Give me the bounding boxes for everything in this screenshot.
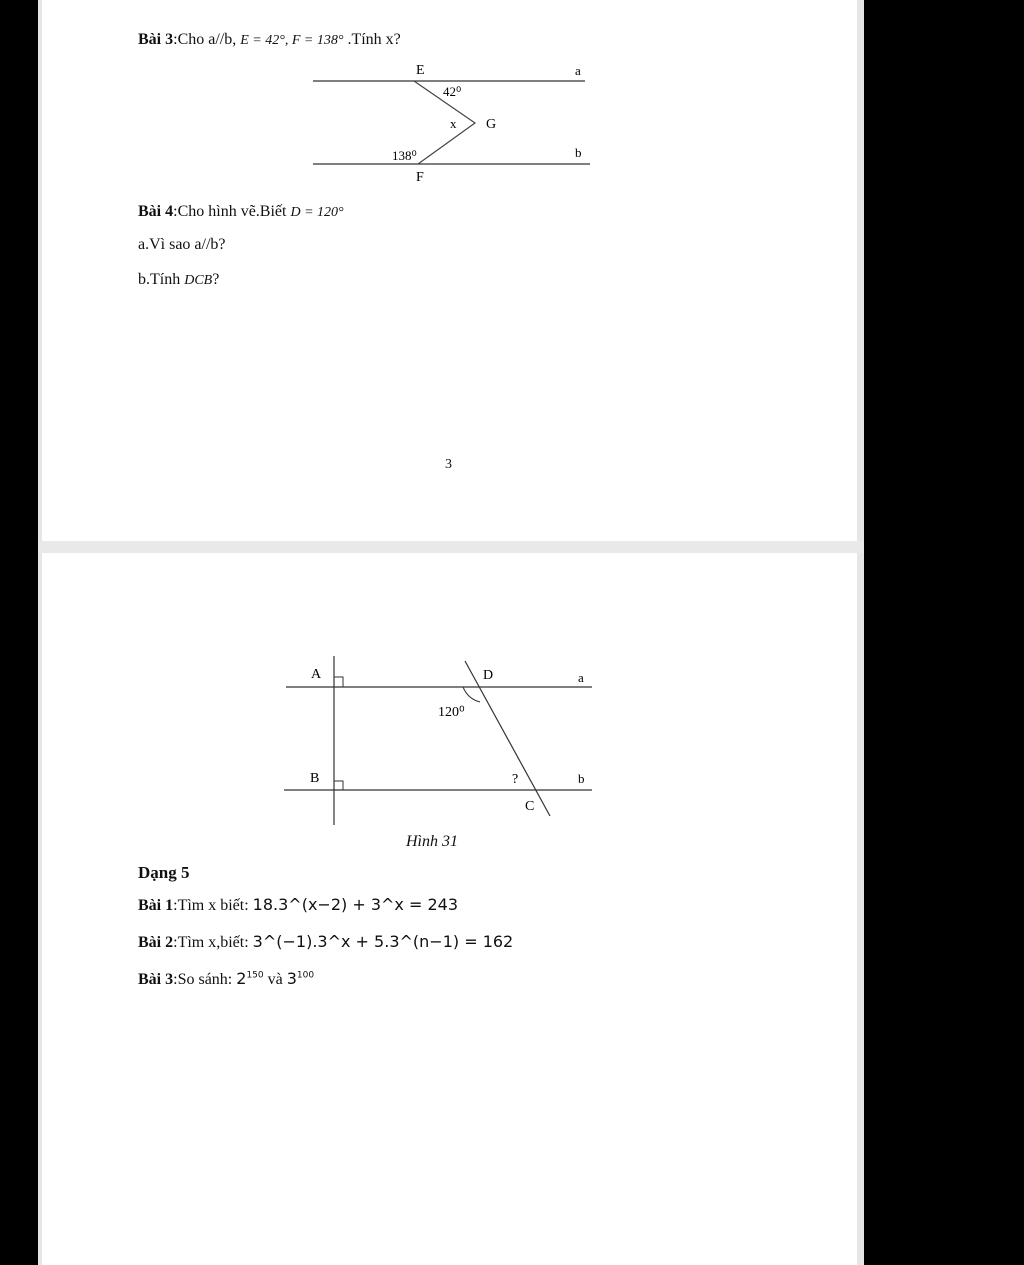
given-angle: D = 120° bbox=[290, 205, 344, 220]
page-separator bbox=[38, 541, 864, 553]
label-C: C bbox=[525, 799, 535, 814]
exercise-text: :So sánh: bbox=[173, 971, 233, 988]
exercise-label: Bài 1 bbox=[138, 897, 174, 914]
section-heading: Dạng 5 bbox=[138, 863, 190, 882]
joiner: và bbox=[267, 971, 283, 988]
label-a: a bbox=[575, 63, 581, 78]
exercise-label: Bài 3 bbox=[138, 31, 174, 48]
exercise-3-compare bbox=[138, 969, 314, 989]
power-1 bbox=[236, 969, 263, 988]
label-F: F bbox=[416, 170, 424, 185]
document-page-4 bbox=[42, 553, 857, 1265]
angle-DCB: DCB bbox=[184, 273, 213, 288]
label-x: x bbox=[450, 116, 457, 131]
label-B: B bbox=[310, 771, 320, 786]
label-E: E bbox=[416, 63, 425, 78]
base-2: 3 bbox=[286, 969, 297, 988]
exercise-2-prompt bbox=[138, 932, 513, 952]
exercise-3-prompt bbox=[138, 31, 401, 49]
exercise-label: Bài 3 bbox=[138, 971, 174, 988]
exponent-1: 150 bbox=[246, 970, 264, 981]
angle-arc-D bbox=[463, 687, 480, 702]
base-1: 2 bbox=[236, 969, 247, 988]
question-b bbox=[138, 271, 219, 289]
right-angle-A bbox=[334, 677, 343, 687]
label-b: b bbox=[575, 145, 582, 160]
exercise-label: Bài 4 bbox=[138, 203, 174, 220]
exercise-question: .Tính x? bbox=[347, 31, 401, 48]
equation: 3^(−1).3^x + 5.3^(n−1) = 162 bbox=[252, 932, 514, 951]
question-a: a.Vì sao a//b? bbox=[138, 236, 226, 253]
figure-caption: Hình 31 bbox=[406, 833, 458, 850]
label-G: G bbox=[486, 117, 497, 132]
transversal-DC bbox=[465, 661, 550, 816]
label-a: a bbox=[578, 670, 584, 685]
question-b-suffix: ? bbox=[212, 271, 220, 288]
left-black-margin bbox=[0, 0, 38, 1265]
question-b-prefix: b.Tính bbox=[138, 271, 181, 288]
angle-D-label: 120⁰ bbox=[438, 705, 465, 720]
parallel-lines-figure-1 bbox=[310, 56, 600, 186]
power-2 bbox=[287, 969, 314, 988]
exercise-4-prompt bbox=[138, 203, 344, 221]
unknown-angle-label: ? bbox=[512, 772, 519, 787]
exercise-text: :Cho hình vẽ.Biết bbox=[173, 203, 287, 220]
equation: 18.3^(x−2) + 3^x = 243 bbox=[252, 895, 458, 914]
parallel-lines-figure-31 bbox=[282, 653, 602, 833]
exercise-text: :Cho a//b, bbox=[173, 31, 237, 48]
document-page-3 bbox=[42, 0, 857, 541]
angle-E-label: 42⁰ bbox=[443, 84, 462, 99]
right-angle-B bbox=[334, 781, 343, 790]
exercise-label: Bài 2 bbox=[138, 934, 174, 951]
exercise-text: :Tìm x biết: bbox=[173, 897, 249, 914]
angle-F-label: 138⁰ bbox=[392, 148, 417, 163]
page-number: 3 bbox=[445, 457, 452, 472]
exponent-2: 100 bbox=[296, 970, 315, 981]
label-A: A bbox=[311, 667, 322, 682]
given-angles: E = 42°, F = 138° bbox=[240, 33, 344, 48]
label-D: D bbox=[483, 668, 494, 683]
exercise-1-prompt bbox=[138, 895, 458, 915]
label-b: b bbox=[578, 771, 585, 786]
exercise-text: :Tìm x,biết: bbox=[173, 934, 249, 951]
